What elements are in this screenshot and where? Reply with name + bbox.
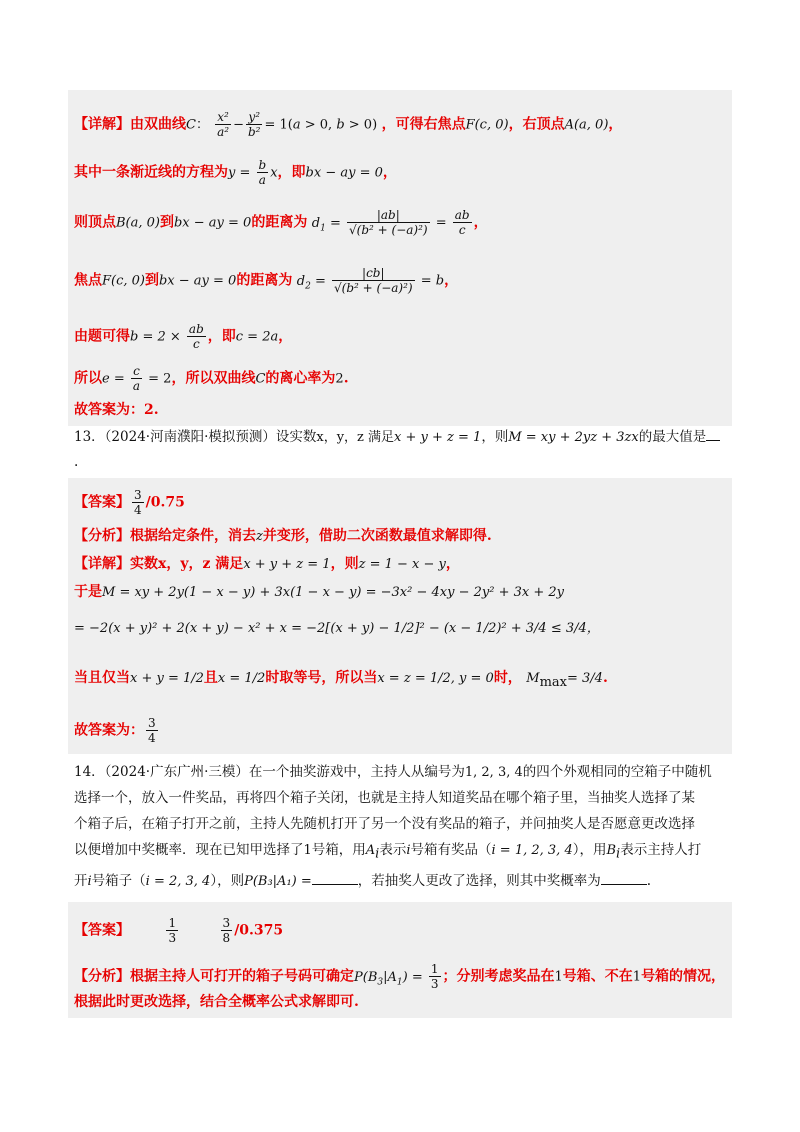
question-14-line-4: 以便增加中奖概率．现在已知甲选择了1号箱，用$A_i$表示i号箱有奖品（i = 1, 2, 3, 4），用$B_i$表示主持人打 (74, 842, 702, 862)
question-14-line-5: 开i号箱子（i = 2, 3, 4），则P(B₃|A₁) = ，若抽奖人更改了选择，则其中奖概率为 . (74, 870, 651, 892)
hyperbola-line-1: 【详解】由双曲线C： $\frac{\text{x²}}{\text{a²}}$ − $\frac{\text{y²}}{\text{b²}}$ = 1(a > 0, b > 0) ，可得右焦点F(c, 0)，右顶点A(a, 0)， (74, 110, 623, 139)
q14-answer: 【答案】 $\frac{1}{3}$ $\frac{3}{8}$ /0.375 (74, 916, 284, 945)
q13-detail-1: 【详解】实数x，y，z 满足x + y + z = 1，则z = 1 − x − y， (74, 556, 460, 572)
hyperbola-final-answer: 故答案为：2. (74, 402, 159, 418)
question-14-line-2: 选择一个，放入一件奖品，再将四个箱子关闭，也就是主持人知道奖品在哪个箱子里，当抽奖人选择了某 (74, 790, 695, 806)
question-13-line-2: . (74, 454, 79, 470)
hyperbola-line-2: 其中一条渐近线的方程为y = $\frac{b}{a}$ x，即bx − ay = 0， (74, 158, 397, 187)
answer-blank (706, 426, 720, 441)
q13-answer: 【答案】 $\frac{3}{4}$ /0.75 (74, 488, 185, 517)
q13-detail-2: 于是M = xy + 2y(1 − x − y) + 3x(1 − x − y) = −3x² − 4xy − 2y² + 3x + 2y (74, 584, 564, 600)
question-14-line-1: 14．（2024·广东广州·三模）在一个抽奖游戏中，主持人从编号为1, 2, 3, 4的四个外观相同的空箱子中随机 (74, 764, 712, 780)
q13-final-answer: 故答案为： $\frac{3}{4}$ (74, 716, 156, 745)
question-14-line-3: 个箱子后，在箱子打开之前，主持人先随机打开了另一个没有奖品的箱子，并问抽奖人是否愿意更改选择 (74, 816, 695, 832)
solution-block-hyperbola (68, 90, 732, 426)
hyperbola-line-3: 则顶点B(a, 0)到bx − ay = 0的距离为 $d_1$ = $\frac{|ab|}{\text{√(b² + (−a)²)}}$ = $\frac{ab}{c}$ ， (74, 208, 488, 237)
question-13-line-1: 13．（2024·河南濮阳·模拟预测）设实数x，y，z 满足x + y + z = 1，则M = xy + 2yz + 3zx的最大值是 (74, 426, 720, 448)
solution-block-q13 (68, 478, 732, 754)
q14-analysis-1: 【分析】根据主持人可打开的箱子号码可确定$P(B_3|A_1)$ = $\frac{1}{3}$ ；分别考虑奖品在1号箱、不在1号箱的情况， (74, 962, 726, 991)
q13-detail-4: 当且仅当x + y = 1/2且x = 1/2时取等号，所以当x = z = 1/2, y = 0时， $M_{max}= 3/4$. (74, 670, 608, 690)
answer-blank-2 (601, 870, 647, 885)
q14-analysis-2: 根据此时更改选择，结合全概率公式求解即可. (74, 994, 359, 1010)
hyperbola-line-5: 由题可得b = 2 × $\frac{ab}{c}$ ，即c = 2a， (74, 322, 293, 351)
q13-detail-3: = −2(x + y)² + 2(x + y) − x² + x = −2[(x + y) − 1/2]² − (x − 1/2)² + 3/4 ≤ 3/4， (74, 621, 600, 636)
q13-analysis: 【分析】根据给定条件，消去z并变形，借助二次函数最值求解即得. (74, 528, 492, 544)
hyperbola-line-4: 焦点F(c, 0)到bx − ay = 0的距离为 $d_2$ = $\frac{|cb|}{\text{√(b² + (−a)²)}}$ = b， (74, 266, 459, 295)
answer-blank-1 (312, 870, 358, 885)
solution-block-q14 (68, 902, 732, 1018)
hyperbola-line-6: 所以e = $\frac{c}{a}$ = 2，所以双曲线C的离心率为2. (74, 364, 349, 393)
